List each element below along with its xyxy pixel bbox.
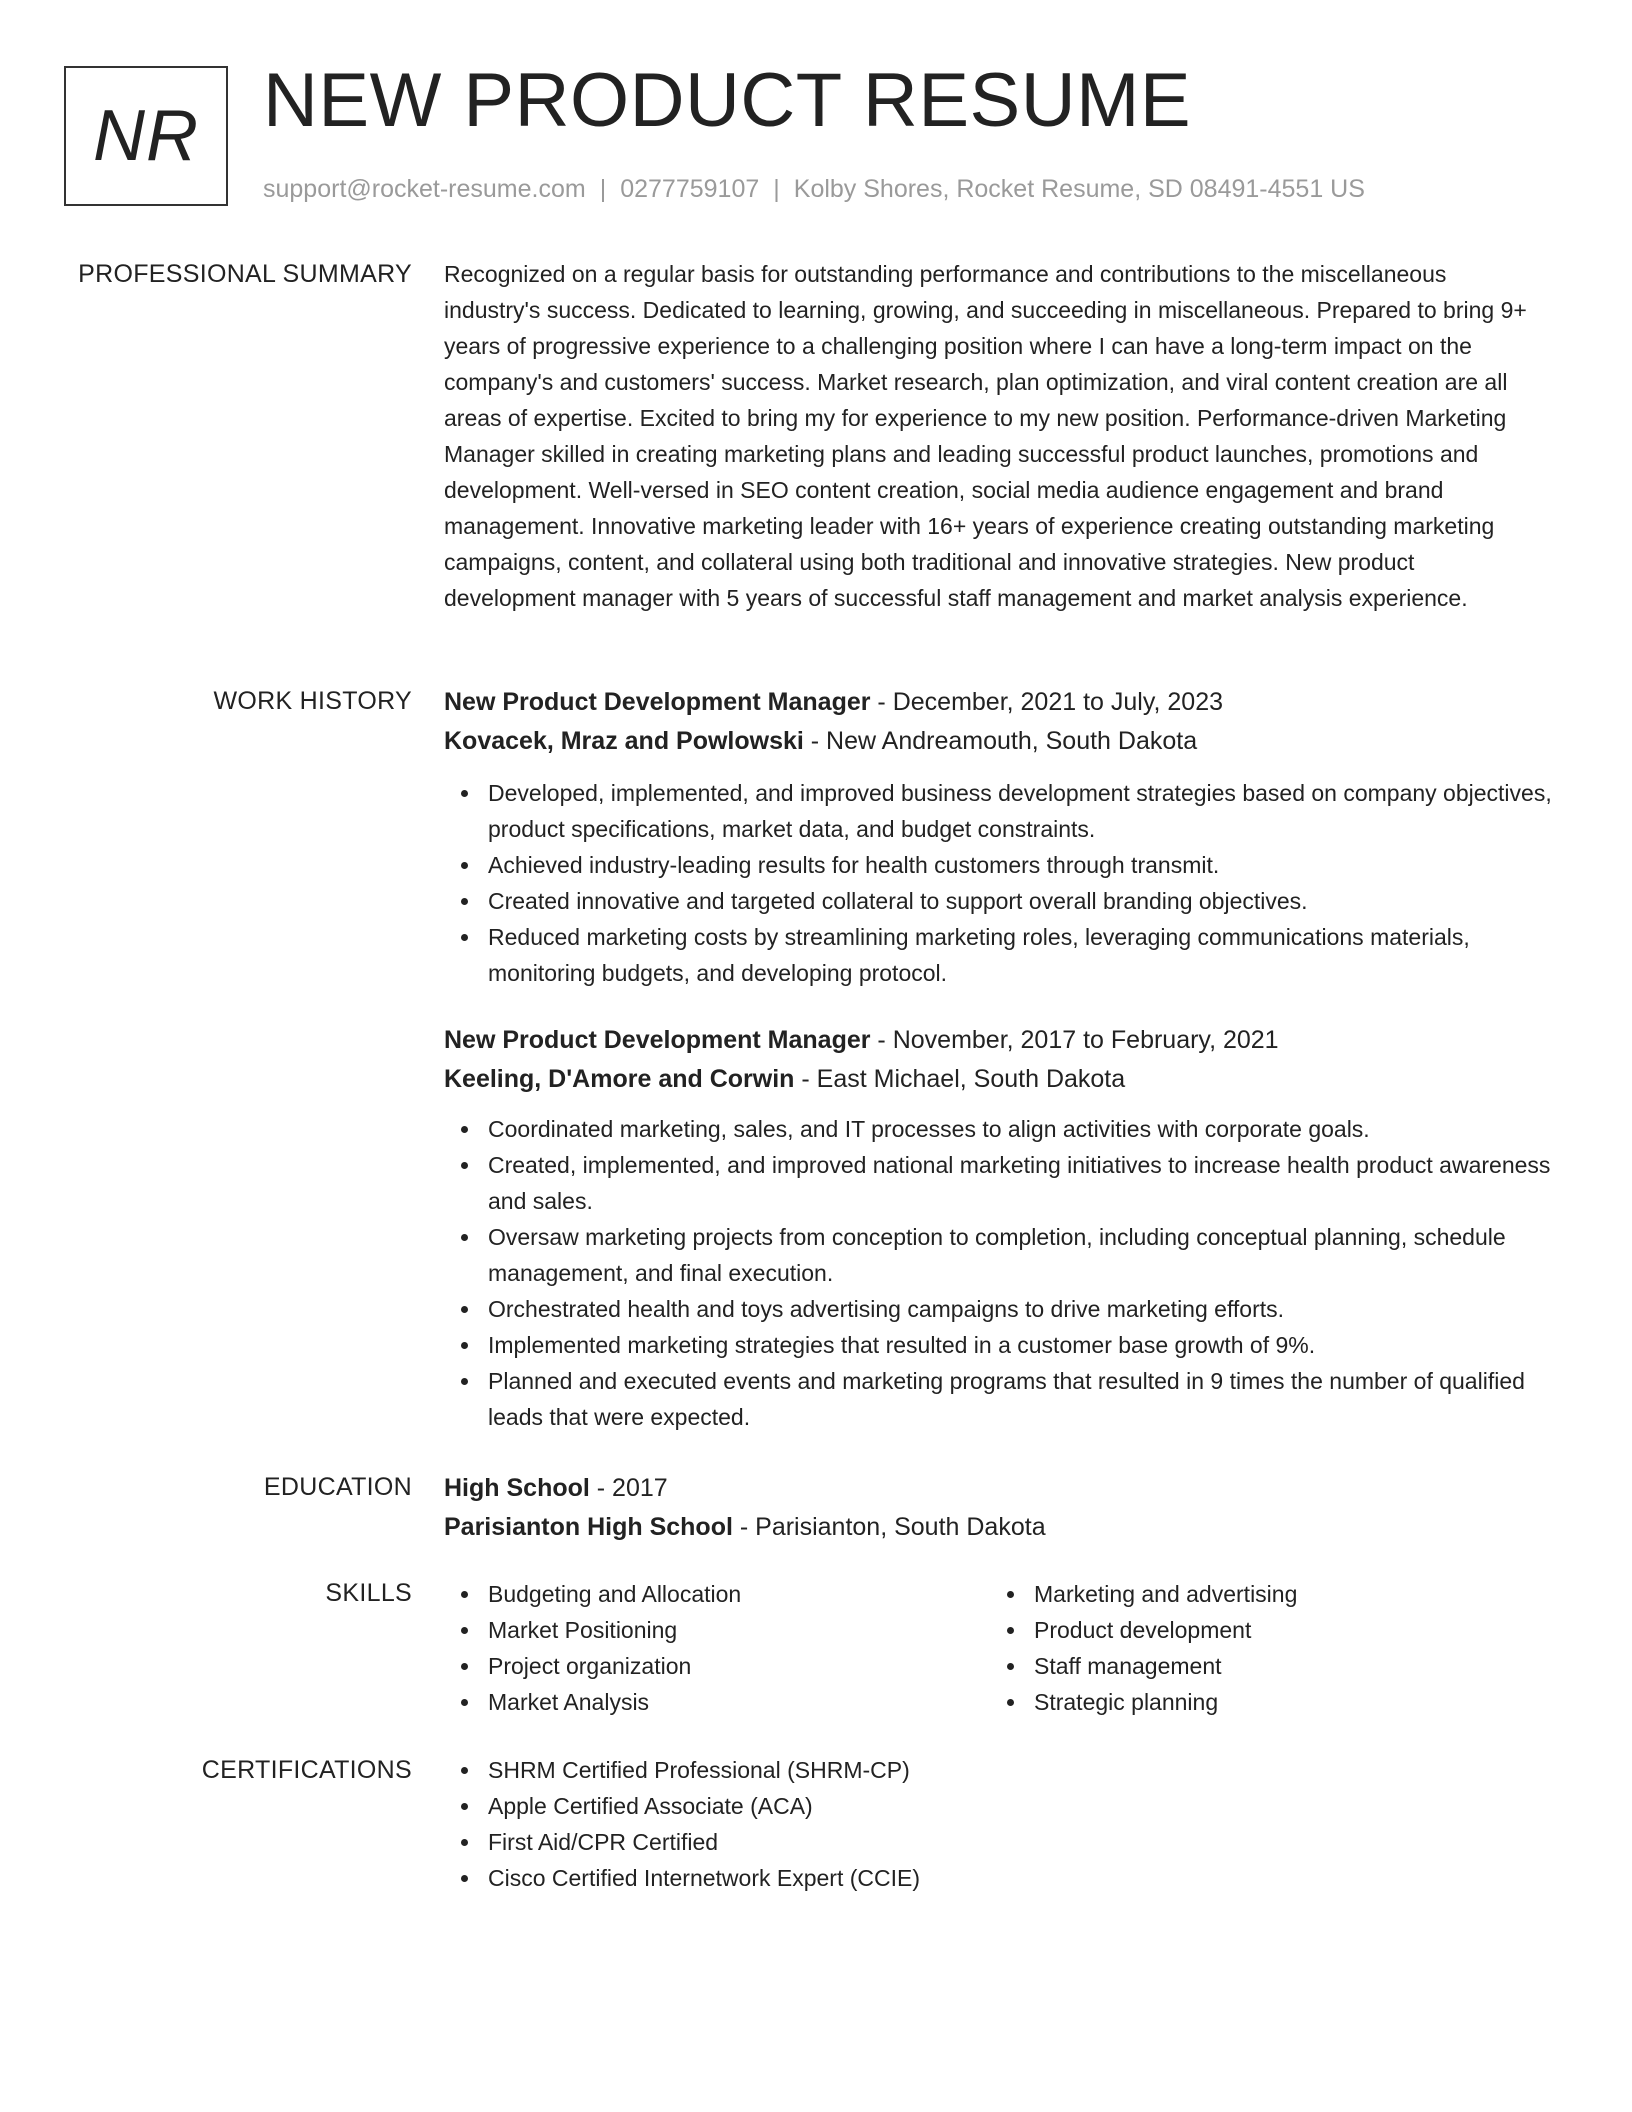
skill-item: Market Analysis — [488, 1684, 990, 1720]
summary-text: Recognized on a regular basis for outstanding performance and contributions to the miscellaneous industry's success. Dedicated to learning, growing, and succeeding in miscellaneous. Prepared to bring 9+ years of progressive experience to a challenging position where I can have a long-term impact on the company's and customers' success. Market research, plan optimization, and viral content creation are all areas of expertise. Excited to bring my for experience to my new position. Performance-driven Marketing Manager skilled in creating marketing plans and leading successful product launches, promotions and development. Well-versed in SEO content creation, social media audience engagement and brand management. Innovative marketing leader with 16+ years of experience creating outstanding marketing campaigns, content, and collateral using both traditional and innovative strategies. New product development manager with 5 years of successful staff management and market analysis experience. — [444, 261, 1527, 611]
education-school: Parisianton High School — [444, 1513, 733, 1541]
section-label-work-history: WORK HISTORY — [213, 687, 412, 715]
job-company: Kovacek, Mraz and Powlowski — [444, 727, 804, 755]
job-bullets — [444, 1111, 1554, 1435]
monogram-badge — [64, 66, 228, 206]
contact-separator: | — [599, 175, 607, 203]
skills-column-right — [990, 1576, 1536, 1720]
skills-body — [444, 1576, 1554, 1720]
skill-item: Product development — [1034, 1612, 1536, 1648]
job-company-line — [444, 722, 1554, 761]
job-bullets — [444, 775, 1554, 991]
job-bullet: Oversaw marketing projects from conception to completion, including conceptual planning, schedule management, and final execution. — [488, 1219, 1554, 1291]
job-entry — [444, 1021, 1554, 1435]
contact-phone[interactable]: 0277759107 — [620, 175, 760, 203]
job-dates: - November, 2017 to February, 2021 — [870, 1026, 1279, 1054]
job-bullet: Created, implemented, and improved national marketing initiatives to increase health product awareness and sales. — [488, 1147, 1554, 1219]
skill-item: Staff management — [1034, 1648, 1536, 1684]
skills-column-left — [444, 1576, 990, 1720]
education-location: - Parisianton, South Dakota — [732, 1513, 1046, 1541]
section-label-education: EDUCATION — [263, 1473, 412, 1501]
skills-list — [444, 1576, 990, 1720]
certification-item: First Aid/CPR Certified — [488, 1824, 1554, 1860]
certifications-list — [444, 1752, 1554, 1896]
skill-item: Budgeting and Allocation — [488, 1576, 990, 1612]
work-history-body — [444, 683, 1554, 1435]
certification-item: Apple Certified Associate (ACA) — [488, 1788, 1554, 1824]
certification-item: Cisco Certified Internetwork Expert (CCIE) — [488, 1860, 1554, 1896]
education-year: - 2017 — [589, 1474, 668, 1502]
monogram-initials: NR — [93, 96, 199, 176]
contact-separator: | — [773, 175, 780, 203]
job-bullet: Achieved industry-leading results for health customers through transmit. — [488, 847, 1554, 883]
job-location: - East Michael, South Dakota — [794, 1065, 1126, 1093]
skill-item: Strategic planning — [1034, 1684, 1536, 1720]
skill-item: Project organization — [488, 1648, 990, 1684]
job-title: New Product Development Manager — [444, 688, 871, 716]
job-title-line — [444, 683, 1554, 722]
job-bullet: Planned and executed events and marketing programs that resulted in 9 times the number of qualified leads that were expected. — [488, 1363, 1554, 1435]
section-label-certifications: CERTIFICATIONS — [201, 1756, 412, 1784]
summary-body — [444, 256, 1554, 616]
job-location: - New Andreamouth, South Dakota — [803, 727, 1198, 755]
education-body — [444, 1469, 1554, 1547]
resume-name: NEW PRODUCT RESUME — [263, 58, 1192, 143]
job-title-line — [444, 1021, 1554, 1060]
skill-item: Marketing and advertising — [1034, 1576, 1536, 1612]
section-label-skills: SKILLS — [325, 1579, 412, 1607]
job-bullet: Developed, implemented, and improved business development strategies based on company objectives, product specifications, market data, and budget constraints. — [488, 775, 1554, 847]
job-dates: - December, 2021 to July, 2023 — [870, 688, 1223, 716]
skills-list — [990, 1576, 1536, 1720]
job-entry — [444, 683, 1554, 991]
job-bullet: Implemented marketing strategies that resulted in a customer base growth of 9%. — [488, 1327, 1554, 1363]
contact-email[interactable]: support@rocket-resume.com — [263, 175, 586, 203]
certifications-body — [444, 1752, 1554, 1896]
job-bullet: Coordinated marketing, sales, and IT processes to align activities with corporate goals. — [488, 1111, 1554, 1147]
education-school-line — [444, 1508, 1554, 1547]
section-label-summary: PROFESSIONAL SUMMARY — [78, 260, 412, 288]
education-degree: High School — [444, 1474, 590, 1502]
certification-item: SHRM Certified Professional (SHRM-CP) — [488, 1752, 1554, 1788]
job-title: New Product Development Manager — [444, 1026, 871, 1054]
contact-line — [263, 172, 1365, 206]
skill-item: Market Positioning — [488, 1612, 990, 1648]
job-bullet: Created innovative and targeted collateral to support overall branding objectives. — [488, 883, 1554, 919]
job-bullet: Reduced marketing costs by streamlining marketing roles, leveraging communications materials, monitoring budgets, and developing protocol. — [488, 919, 1554, 991]
contact-address: Kolby Shores, Rocket Resume, SD 08491-4551 US — [793, 175, 1365, 203]
skills-columns — [444, 1576, 1554, 1720]
job-company-line — [444, 1060, 1554, 1099]
job-company: Keeling, D'Amore and Corwin — [444, 1065, 795, 1093]
education-degree-line — [444, 1469, 1554, 1508]
job-bullet: Orchestrated health and toys advertising campaigns to drive marketing efforts. — [488, 1291, 1554, 1327]
